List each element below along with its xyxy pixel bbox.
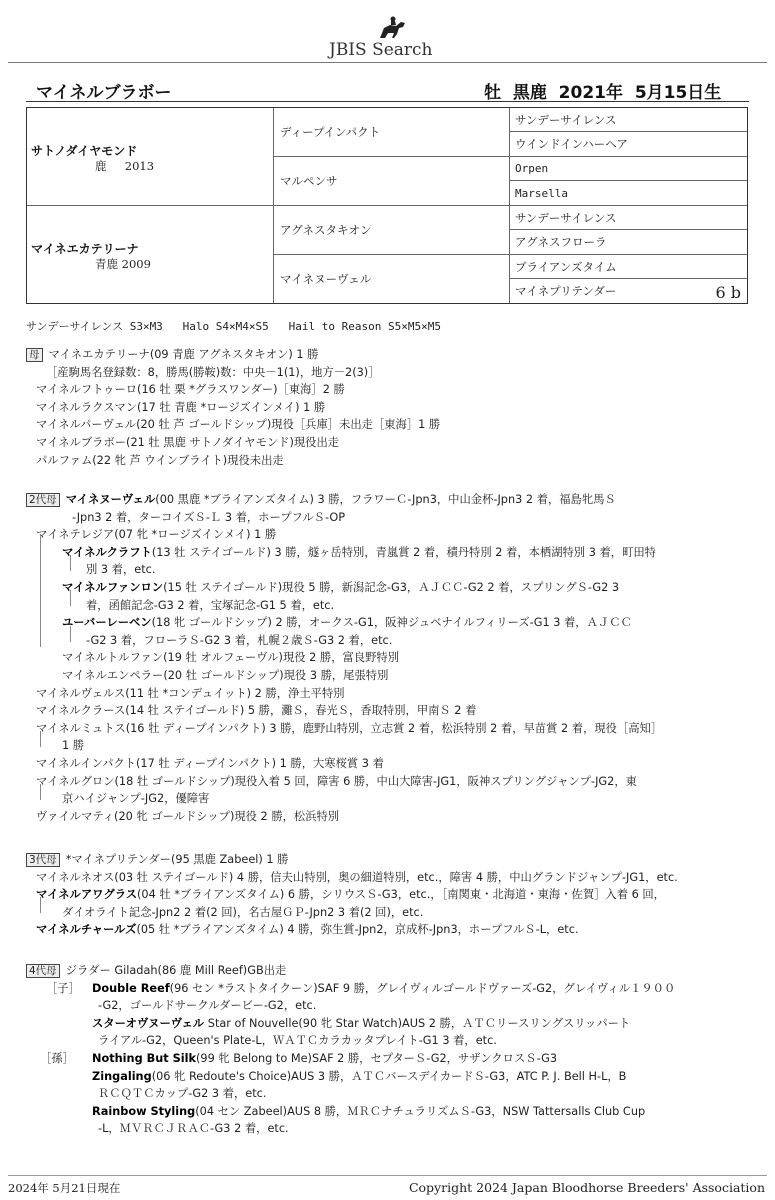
produce-record-cont: ライアル-G2，Queen's Plate-L，ＷＡＴＣカラカッタプレイト-G1 3 着，etc.: [98, 1034, 497, 1048]
grandchild-label: ［孫］: [40, 1051, 74, 1065]
tree-connector: [70, 590, 71, 606]
produce-name: Nothing But Silk: [92, 1051, 196, 1065]
produce-line: マイネルフトゥーロ(16 牡 栗 *グラスワンダー)［東海］2 勝: [36, 383, 345, 397]
tree-connector: [40, 535, 41, 647]
pedigree-ss[interactable]: ディープインパクト: [274, 108, 510, 157]
dam-color-year: 青鹿 2009: [95, 257, 151, 271]
produce-name: マイネルクラフト: [62, 545, 152, 559]
pedigree-ddd-name[interactable]: マイネプリテンダー: [515, 284, 617, 298]
produce-record: (99 牝 Belong to Me)SAF 2 勝，セプターＳ-G2，サザンクロスＳ-G3: [195, 1051, 558, 1065]
second-dam-tag: 2代母: [26, 493, 60, 507]
third-dam-name: *マイネプリテンダー(95 黒鹿 Zabeel) 1 勝: [65, 853, 289, 866]
fourth-dam-section: [26, 962, 756, 1138]
produce-record-cont: ＲＣＱＴＣカップ-G2 3 着，etc.: [98, 1087, 267, 1101]
produce-record-cont: -L，ＭＶＲＣＪＲＡＣ-G3 2 着，etc.: [98, 1122, 289, 1136]
pedigree-sss[interactable]: サンデーサイレンス: [510, 108, 747, 132]
pedigree-dss[interactable]: サンデーサイレンス: [510, 206, 747, 230]
horse-info: 牡 黒鹿 2021年 5月15日生: [484, 83, 722, 103]
pedigree-ds[interactable]: アグネスタキオン: [274, 206, 510, 255]
pedigree-sd[interactable]: マルペンサ: [274, 157, 510, 206]
produce-line: マイネルミュトス(16 牡 ディープインパクト) 3 勝，鹿野山特別，立志賞 2 着，松浜特別 2 着，早苗賞 2 着，現役［高知］: [36, 721, 663, 735]
produce-record: (96 セン *ラストタイクーン)SAF 9 勝，グレイヴィルゴールドヴァーズ-G2，グレイヴィル１９００: [169, 981, 676, 995]
produce-record-cont: -G2 3 着，フローラＳ-G2 3 着，札幌２歳Ｓ-G3 2 着，etc.: [86, 633, 393, 647]
pedigree-sds[interactable]: Orpen: [510, 157, 747, 181]
fourth-dam-name: ジラダー Giladah(86 鹿 Mill Reef)GB出走: [65, 964, 287, 977]
logo-text: JBIS Search: [329, 40, 433, 60]
tree-connector: [70, 555, 71, 571]
produce-name: マイネルファンロン: [62, 580, 164, 594]
produce-line: マイネルトルファン(19 牡 オルフェーヴル)現役 2 勝，富良野特別: [62, 651, 399, 665]
produce-record: (13 牡 ステイゴールド) 3 勝，燧ヶ岳特別，青嵐賞 2 着，積丹特別 2 着，本栖湖特別 3 着，町田特: [151, 545, 656, 559]
produce-line: マイネルエンペラー(20 牡 ゴールドシップ)現役 3 勝，尾張特別: [62, 668, 389, 682]
tree-connector: [40, 897, 41, 913]
pedigree-ssd[interactable]: ウインドインハーヘア: [510, 132, 747, 157]
produce-record: (18 牝 ゴールドシップ) 2 勝，オークス-G1，阪神ジュベナイルフィリーズ-G1 3 着，ＡＪＣＣ: [151, 616, 632, 630]
pedigree-dds[interactable]: ブライアンズタイム: [510, 255, 747, 279]
produce-name: マイネルチャールズ: [36, 923, 137, 937]
third-dam-tag: 3代母: [26, 853, 60, 867]
family-number: 6 b: [715, 283, 741, 302]
tree-connector: [40, 731, 41, 747]
produce-record-cont: 1 勝: [62, 739, 85, 753]
produce-name: Double Reef: [92, 981, 170, 995]
produce-record: (04 牡 *ブライアンズタイム) 6 勝，シリウスＳ-G3，etc.，［南関東・北海道・東海・佐賀］入着 6 回，: [137, 888, 665, 902]
dam-section: [26, 346, 756, 469]
sire-name[interactable]: サトノダイヤモンド: [31, 144, 138, 158]
horse-rider-icon: [376, 14, 410, 40]
tree-connector: [40, 784, 41, 800]
produce-line: マイネテレジア(07 牝 *ロージズインメイ) 1 勝: [36, 528, 277, 542]
dam-tag: 母: [26, 348, 43, 362]
produce-record: (05 牡 *ブライアンズタイム) 4 勝，弥生賞-Jpn2，京成杯-Jpn3，ホープフルＳ-L，etc.: [136, 923, 579, 937]
produce-record-cont: ダイオライト記念-Jpn2 2 着(2 回)，名古屋ＧＰ-Jpn2 3 着(2 回)，etc.: [62, 905, 424, 919]
third-dam-section: [26, 851, 756, 939]
produce-name: スターオヴヌーヴェル: [92, 1016, 205, 1030]
pedigree-dsd[interactable]: アグネスフローラ: [510, 230, 747, 255]
second-dam-record-cont: -Jpn3 2 着，ターコイズＳ-Ｌ 3 着，ホープフルＳ-OP: [72, 510, 346, 524]
pedigree-dd[interactable]: マイネヌーヴェル: [274, 255, 510, 303]
dam-line: マイネエカテリーナ(09 青鹿 アグネスタキオン) 1 勝: [48, 348, 319, 361]
pedigree-ddd: [510, 279, 747, 303]
produce-record-cont: -G2，ゴールドサークルダービー-G2，etc.: [98, 999, 317, 1013]
second-dam-section: [26, 491, 756, 825]
name-divider: [26, 101, 749, 102]
produce-line: マイネルパーヴェル(20 牡 芦 ゴールドシップ)現役［兵庫］未出走［東海］1 勝: [36, 418, 441, 432]
tree-connector: [70, 626, 71, 642]
produce-name: Rainbow Styling: [92, 1104, 196, 1118]
produce-line: マイネルインパクト(17 牡 ディープインパクト) 1 勝，大寒桜賞 3 着: [36, 756, 384, 770]
inbreeding-line: サンデーサイレンス S3×M3 Halo S4×M4×S5 Hail to Reason S5×M5×M5: [26, 320, 441, 333]
pedigree-sire-cell: [27, 108, 274, 206]
produce-name: Zingaling: [92, 1069, 152, 1083]
produce-record: (04 セン Zabeel)AUS 8 勝，ＭＲＣナチュラリズムＳ-G3，NSW Tattersalls Club Cup: [195, 1104, 646, 1118]
pedigree-table: [26, 107, 748, 304]
produce-line: マイネルブラボー(21 牡 黒鹿 サトノダイヤモンド)現役出走: [36, 435, 340, 449]
produce-line: パルファム(22 牝 芦 ウインブライト)現役未出走: [36, 453, 284, 467]
fourth-dam-tag: 4代母: [26, 964, 60, 978]
footer-date: 2024年 5月21日現在: [8, 1181, 121, 1195]
dam-name[interactable]: マイネエカテリーナ: [31, 242, 139, 256]
sire-color-year: 鹿 2013: [95, 159, 155, 173]
footer-copyright: Copyright 2024 Japan Bloodhorse Breeders' Association: [408, 1180, 765, 1195]
produce-record: (06 牝 Redoute's Choice)AUS 3 勝，ＡＴＣバースデイカードＳ-G3，ATC P. J. Bell H-L，B: [151, 1069, 627, 1083]
produce-line: マイネルクラース(14 牡 ステイゴールド) 5 勝，灘Ｓ，春光Ｓ，香取特別，甲南Ｓ 2 着: [36, 704, 477, 718]
horse-name: マイネルブラボー: [36, 83, 172, 103]
dam-produce-stats: ［産駒馬名登録数：8，勝馬(勝鞍)数：中央－1(1)，地方－2(3)］: [46, 365, 380, 379]
pedigree-sdd[interactable]: Marsella: [510, 181, 747, 206]
footer-divider: [8, 1175, 767, 1176]
produce-line: ヴァイルマティ(20 牝 ゴールドシップ)現役 2 勝，松浜特別: [36, 809, 340, 823]
produce-line: マイネルヴェルス(11 牡 *コンデュイット) 2 勝，浄土平特別: [36, 686, 345, 700]
second-dam-name: マイネヌーヴェル: [65, 493, 156, 506]
child-label: ［子］: [46, 981, 80, 995]
produce-record-cont: 別 3 着，etc.: [86, 563, 156, 577]
produce-name: マイネルアワグラス: [36, 888, 137, 902]
second-dam-record: (00 黒鹿 *ブライアンズタイム) 3 勝，フラワーＣ-Jpn3，中山金杯-Jpn3 2 着，福島牝馬Ｓ: [155, 493, 616, 506]
produce-record-cont: 京ハイジャンプ-JG2，優障害: [62, 792, 210, 806]
pedigree-dam-cell: [27, 206, 274, 303]
produce-record: Star of Nouvelle(90 牝 Star Watch)AUS 2 勝，ＡＴＣリースリングスリッパート: [204, 1016, 631, 1030]
produce-line: マイネルラクスマン(17 牡 青鹿 *ロージズインメイ) 1 勝: [36, 400, 326, 414]
produce-record-cont: 着，函館記念-G3 2 着，宝塚記念-G1 5 着，etc.: [86, 598, 335, 612]
produce-name: ユーバーレーベン: [62, 616, 152, 630]
header-divider: [8, 62, 767, 63]
logo[interactable]: [0, 8, 775, 60]
produce-record: (15 牡 ステイゴールド)現役 5 勝，新潟記念-G3，ＡＪＣＣ-G2 2 着，スプリングＳ-G2 3: [163, 580, 620, 594]
produce-line: マイネルネオス(03 牡 ステイゴールド) 4 勝，信夫山特別，奥の細道特別，etc.，障害 4 勝，中山グランドジャンプ-JG1，etc.: [36, 870, 678, 884]
produce-line: マイネルグロン(18 牡 ゴールドシップ)現役入着 5 回，障害 6 勝，中山大障害-JG1，阪神スプリングジャンプ-JG2，東: [36, 774, 637, 788]
